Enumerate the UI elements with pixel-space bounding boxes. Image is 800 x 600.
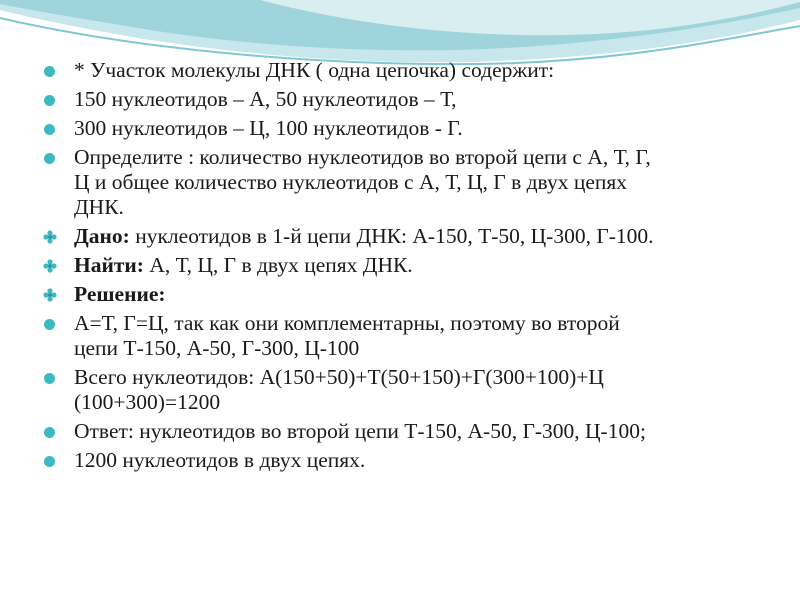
list-item-solution	[44, 282, 774, 307]
bullet-dot-icon	[44, 373, 55, 384]
list-item	[44, 145, 774, 220]
list-item	[44, 58, 774, 83]
item-text-line-1: А=Т, Г=Ц, так как они комплементарны, поэтому во второй	[74, 311, 620, 335]
list-item-answer	[44, 419, 774, 444]
item-text: 150 нуклеотидов – А, 50 нуклеотидов – Т,	[74, 87, 457, 111]
item-text: * Участок молекулы ДНК ( одна цепочка) содержит:	[74, 58, 555, 82]
list-item	[44, 116, 774, 141]
list-item	[44, 311, 774, 361]
bullet-dot-icon	[44, 66, 55, 77]
list-item-find	[44, 253, 774, 278]
item-text-line-2: Ц и общее количество нуклеотидов с А, Т, Ц, Г в двух цепях	[74, 170, 628, 194]
item-text: нуклеотидов в 1-й цепи ДНК: А-150, Т-50, Ц-300, Г-100.	[129, 224, 654, 248]
item-text: 1200 нуклеотидов в двух цепях.	[74, 448, 366, 472]
item-text: 300 нуклеотидов – Ц, 100 нуклеотидов - Г.	[74, 116, 463, 140]
item-text-line-3: ДНК.	[74, 195, 124, 219]
bullet-dot-icon	[44, 95, 55, 106]
find-label: Найти:	[74, 253, 144, 277]
item-text-line-2: цепи Т-150, А-50, Г-300, Ц-100	[74, 336, 360, 360]
given-label: Дано:	[74, 224, 130, 248]
item-text-line-1: Всего нуклеотидов: А(150+50)+Т(50+150)+Г(300+100)+Ц	[74, 365, 604, 389]
flower-bullet-icon	[43, 288, 57, 302]
list-item	[44, 365, 774, 415]
list-item-given	[44, 224, 774, 249]
bullet-dot-icon	[44, 427, 55, 438]
bullet-dot-icon	[44, 124, 55, 135]
bullet-dot-icon	[44, 319, 55, 330]
item-text: А, Т, Ц, Г в двух цепях ДНК.	[143, 253, 413, 277]
flower-bullet-icon	[43, 230, 57, 244]
list-item	[44, 87, 774, 112]
item-text-line-2: (100+300)=1200	[74, 390, 221, 414]
solution-label: Решение:	[74, 282, 166, 306]
bullet-dot-icon	[44, 456, 55, 467]
item-text-line-1: Определите : количество нуклеотидов во второй цепи с А, Т, Г,	[74, 145, 651, 169]
list-item	[44, 448, 774, 473]
item-text: Ответ: нуклеотидов во второй цепи Т-150, А-50, Г-300, Ц-100;	[74, 419, 646, 443]
flower-bullet-icon	[43, 259, 57, 273]
bullet-list	[44, 58, 774, 477]
bullet-dot-icon	[44, 153, 55, 164]
